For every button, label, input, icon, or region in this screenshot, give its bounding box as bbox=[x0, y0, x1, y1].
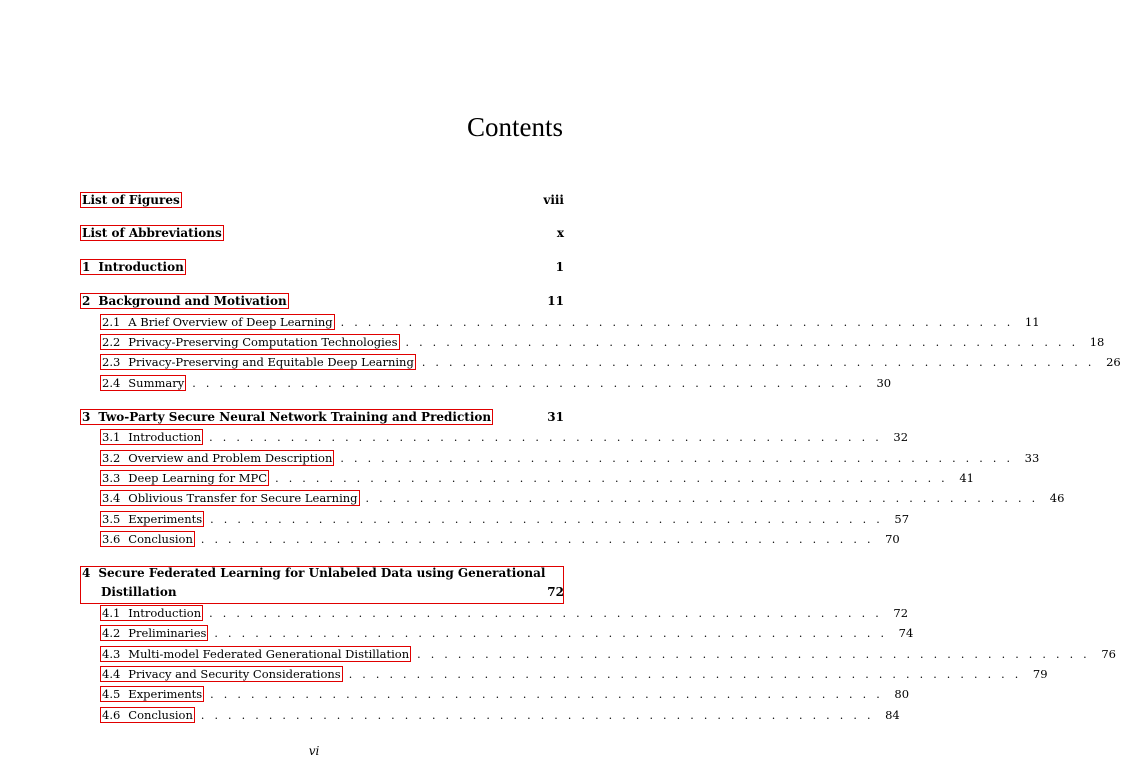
toc-entry-section-2-2 bbox=[80, 333, 1105, 351]
toc-entry-chapter-4-line-2 bbox=[80, 583, 564, 601]
toc-link-section-3-4[interactable] bbox=[100, 490, 360, 506]
toc-label: Experiments bbox=[128, 687, 203, 701]
toc-label: Oblivious Transfer for Secure Learning bbox=[128, 491, 358, 505]
toc-leader-dots: . . . . . . . . . . . . . . . . . . . . . . . . . . . . . . . . . . . . . . . . . . . . . . . . . . bbox=[209, 606, 883, 620]
toc-entry-section-4-4 bbox=[80, 665, 1048, 683]
toc-leader-dots: . . . . . . . . . . . . . . . . . . . . . . . . . . . . . . . . . . . . . . . . . . . . . . . . . . bbox=[209, 430, 883, 444]
toc-leader-dots: . . . . . . . . . . . . . . . . . . . . . . . . . . . . . . . . . . . . . . . . . . . . . . . . . . bbox=[421, 355, 1095, 369]
toc-label: Two-Party Secure Neural Network Training and Prediction bbox=[98, 410, 492, 424]
toc-label: Background and Motivation bbox=[98, 294, 287, 308]
toc-number: 4.6 bbox=[102, 708, 121, 722]
toc-link-section-4-5[interactable] bbox=[100, 686, 204, 702]
toc-label: Privacy-Preserving and Equitable Deep Learning bbox=[128, 355, 414, 369]
toc-label: A Brief Overview of Deep Learning bbox=[128, 315, 333, 329]
toc-link-chapter-3[interactable] bbox=[80, 409, 493, 425]
toc-page-number: 76 bbox=[1101, 647, 1116, 661]
toc-label: Conclusion bbox=[128, 708, 193, 722]
toc-entry-section-4-5 bbox=[80, 685, 910, 703]
toc-leader-dots: . . . . . . . . . . . . . . . . . . . . . . . . . . . . . . . . . . . . . . . . . . . . . . . . . . bbox=[200, 708, 874, 722]
toc-entry-section-3-1 bbox=[80, 428, 909, 446]
toc-number: 4.3 bbox=[102, 647, 121, 661]
toc-leader-dots: . . . . . . . . . . . . . . . . . . . . . . . . . . . . . . . . . . . . . . . . . . . . . . . . . . bbox=[417, 647, 1090, 661]
toc-link-section-2-3[interactable] bbox=[100, 354, 416, 370]
toc-page-number: 84 bbox=[885, 708, 900, 722]
toc-link-chapter-1[interactable] bbox=[80, 259, 186, 275]
toc-link-section-3-1[interactable] bbox=[100, 429, 203, 445]
toc-label: Preliminaries bbox=[128, 626, 207, 640]
toc-leader-dots: . . . . . . . . . . . . . . . . . . . . . . . . . . . . . . . . . . . . . . . . . . . . . . . . . . bbox=[340, 451, 1014, 465]
toc-label: Introduction bbox=[128, 430, 202, 444]
toc-entry-section-3-3 bbox=[80, 469, 974, 487]
toc-label: Experiments bbox=[128, 512, 203, 526]
toc-entry-chapter-1 bbox=[80, 258, 564, 276]
toc-entry-section-4-1 bbox=[80, 604, 909, 622]
toc-number: 3.2 bbox=[102, 451, 121, 465]
toc-number: 3 bbox=[82, 410, 91, 424]
toc-page-number: 79 bbox=[1032, 667, 1048, 681]
toc-entry-chapter-2 bbox=[80, 292, 564, 310]
toc-label: Secure Federated Learning for Unlabeled Data using Generational bbox=[98, 566, 546, 580]
toc-link-section-4-3[interactable] bbox=[100, 646, 411, 662]
toc-page-number: 18 bbox=[1089, 335, 1105, 349]
toc-entry-section-3-2 bbox=[80, 449, 1040, 467]
toc-number: 4.1 bbox=[102, 606, 121, 620]
toc-link-section-2-1[interactable] bbox=[100, 314, 335, 330]
toc-entry-chapter-4-line-1 bbox=[80, 564, 564, 582]
toc-page-number: viii bbox=[543, 193, 564, 207]
toc-link-section-4-6[interactable] bbox=[100, 707, 195, 723]
toc-page-number: 33 bbox=[1024, 451, 1040, 465]
toc-link-section-4-4[interactable] bbox=[100, 666, 343, 682]
toc-entry-section-4-3 bbox=[80, 645, 1116, 663]
toc-number: 3.3 bbox=[102, 471, 121, 485]
toc-number: 3.1 bbox=[102, 430, 121, 444]
toc-link-section-3-2[interactable] bbox=[100, 450, 334, 466]
toc-link-section-3-3[interactable] bbox=[100, 470, 269, 486]
toc-label-wrap bbox=[80, 566, 545, 580]
toc-page-number: 11 bbox=[547, 294, 564, 308]
toc-page-number: 32 bbox=[893, 430, 909, 444]
toc-leader-dots: . . . . . . . . . . . . . . . . . . . . . . . . . . . . . . . . . . . . . . . . . . . . . . . . . . bbox=[340, 315, 1014, 329]
toc-label: List of Abbreviations bbox=[82, 226, 222, 240]
toc-page-number: 11 bbox=[1024, 315, 1040, 329]
toc-label: Introduction bbox=[128, 606, 202, 620]
toc-link-chapter-2[interactable] bbox=[80, 293, 289, 309]
toc-leader-dots: . . . . . . . . . . . . . . . . . . . . . . . . . . . . . . . . . . . . . . . . . . . . . . . . . . bbox=[210, 512, 884, 526]
toc-page-number: 72 bbox=[893, 606, 909, 620]
toc-link-list-of-figures[interactable] bbox=[80, 192, 182, 208]
toc-label: Summary bbox=[128, 376, 185, 390]
toc-page-number: 74 bbox=[898, 626, 914, 640]
footer-page-number: vi bbox=[308, 744, 320, 758]
toc-leader-dots: . . . . . . . . . . . . . . . . . . . . . . . . . . . . . . . . . . . . . . . . . . . . . . . . . . bbox=[275, 471, 948, 485]
toc-link-section-3-6[interactable] bbox=[100, 531, 195, 547]
toc-page-number: 57 bbox=[894, 512, 910, 526]
toc-entry-list-of-abbreviations bbox=[80, 224, 564, 242]
toc-label: Overview and Problem Description bbox=[128, 451, 333, 465]
toc-page-number: 72 bbox=[547, 585, 564, 599]
toc-entry-section-3-5 bbox=[80, 510, 910, 528]
toc-entry-chapter-3 bbox=[80, 408, 564, 426]
toc-entry-list-of-figures bbox=[80, 191, 564, 209]
toc-entry-section-2-4 bbox=[80, 374, 892, 392]
toc-leader-dots: . . . . . . . . . . . . . . . . . . . . . . . . . . . . . . . . . . . . . . . . . . . . . . . . . . bbox=[365, 491, 1039, 505]
toc-entry-section-3-6 bbox=[80, 530, 900, 548]
toc-number: 4.4 bbox=[102, 667, 121, 681]
toc-page-number: 31 bbox=[547, 410, 564, 424]
toc-page-number: 26 bbox=[1106, 355, 1121, 369]
toc-number: 4.2 bbox=[102, 626, 121, 640]
toc-page-number: 80 bbox=[894, 687, 910, 701]
toc-page-number: x bbox=[556, 226, 564, 240]
toc-label: Introduction bbox=[98, 260, 184, 274]
toc-link-section-4-1[interactable] bbox=[100, 605, 203, 621]
toc-entry-section-4-2 bbox=[80, 624, 914, 642]
toc-number: 4.5 bbox=[102, 687, 121, 701]
toc-leader-dots: . . . . . . . . . . . . . . . . . . . . . . . . . . . . . . . . . . . . . . . . . . . . . . . . . . bbox=[192, 376, 866, 390]
toc-entry-section-2-3 bbox=[80, 353, 1121, 371]
toc-label: Multi-model Federated Generational Distillation bbox=[128, 647, 410, 661]
toc-label: Deep Learning for MPC bbox=[128, 471, 268, 485]
toc-number: 2.4 bbox=[102, 376, 121, 390]
toc-leader-dots: . . . . . . . . . . . . . . . . . . . . . . . . . . . . . . . . . . . . . . . . . . . . . . . . . . bbox=[214, 626, 888, 640]
toc-label: Privacy and Security Considerations bbox=[128, 667, 341, 681]
toc-page-number: 41 bbox=[959, 471, 974, 485]
toc-leader-dots: . . . . . . . . . . . . . . . . . . . . . . . . . . . . . . . . . . . . . . . . . . . . . . . . . . bbox=[210, 687, 884, 701]
toc-link-list-of-abbreviations[interactable] bbox=[80, 225, 224, 241]
toc-link-section-3-5[interactable] bbox=[100, 511, 204, 527]
toc-number: 3.4 bbox=[102, 491, 121, 505]
toc-number: 3.6 bbox=[102, 532, 121, 546]
toc-page-number: 1 bbox=[555, 260, 564, 274]
toc-number: 2.1 bbox=[102, 315, 121, 329]
toc-leader-dots: . . . . . . . . . . . . . . . . . . . . . . . . . . . . . . . . . . . . . . . . . . . . . . . . . . bbox=[348, 667, 1022, 681]
toc-label: Conclusion bbox=[128, 532, 193, 546]
toc-number: 3.5 bbox=[102, 512, 121, 526]
toc-entry-section-4-6 bbox=[80, 706, 900, 724]
toc-leader-dots: . . . . . . . . . . . . . . . . . . . . . . . . . . . . . . . . . . . . . . . . . . . . . . . . . . bbox=[405, 335, 1079, 349]
toc-label: Distillation bbox=[101, 585, 177, 599]
toc-link-section-4-2[interactable] bbox=[100, 625, 208, 641]
toc-link-section-2-2[interactable] bbox=[100, 334, 400, 350]
toc-number: 2.3 bbox=[102, 355, 121, 369]
page-title: Contents bbox=[466, 112, 563, 142]
toc-page-number: 46 bbox=[1049, 491, 1065, 505]
toc-number: 2 bbox=[82, 294, 91, 308]
toc-link-section-2-4[interactable] bbox=[100, 375, 186, 391]
toc-number: 1 bbox=[82, 260, 91, 274]
toc-leader-dots: . . . . . . . . . . . . . . . . . . . . . . . . . . . . . . . . . . . . . . . . . . . . . . . . . . bbox=[200, 532, 874, 546]
toc-label: Privacy-Preserving Computation Technologies bbox=[128, 335, 398, 349]
toc-entry-section-3-4 bbox=[80, 489, 1065, 507]
toc-page-number: 30 bbox=[876, 376, 892, 390]
toc-label: List of Figures bbox=[82, 193, 180, 207]
toc-entry-section-2-1 bbox=[80, 313, 1040, 331]
toc-number: 4 bbox=[82, 566, 91, 580]
toc-number: 2.2 bbox=[102, 335, 121, 349]
toc-page-number: 70 bbox=[885, 532, 900, 546]
